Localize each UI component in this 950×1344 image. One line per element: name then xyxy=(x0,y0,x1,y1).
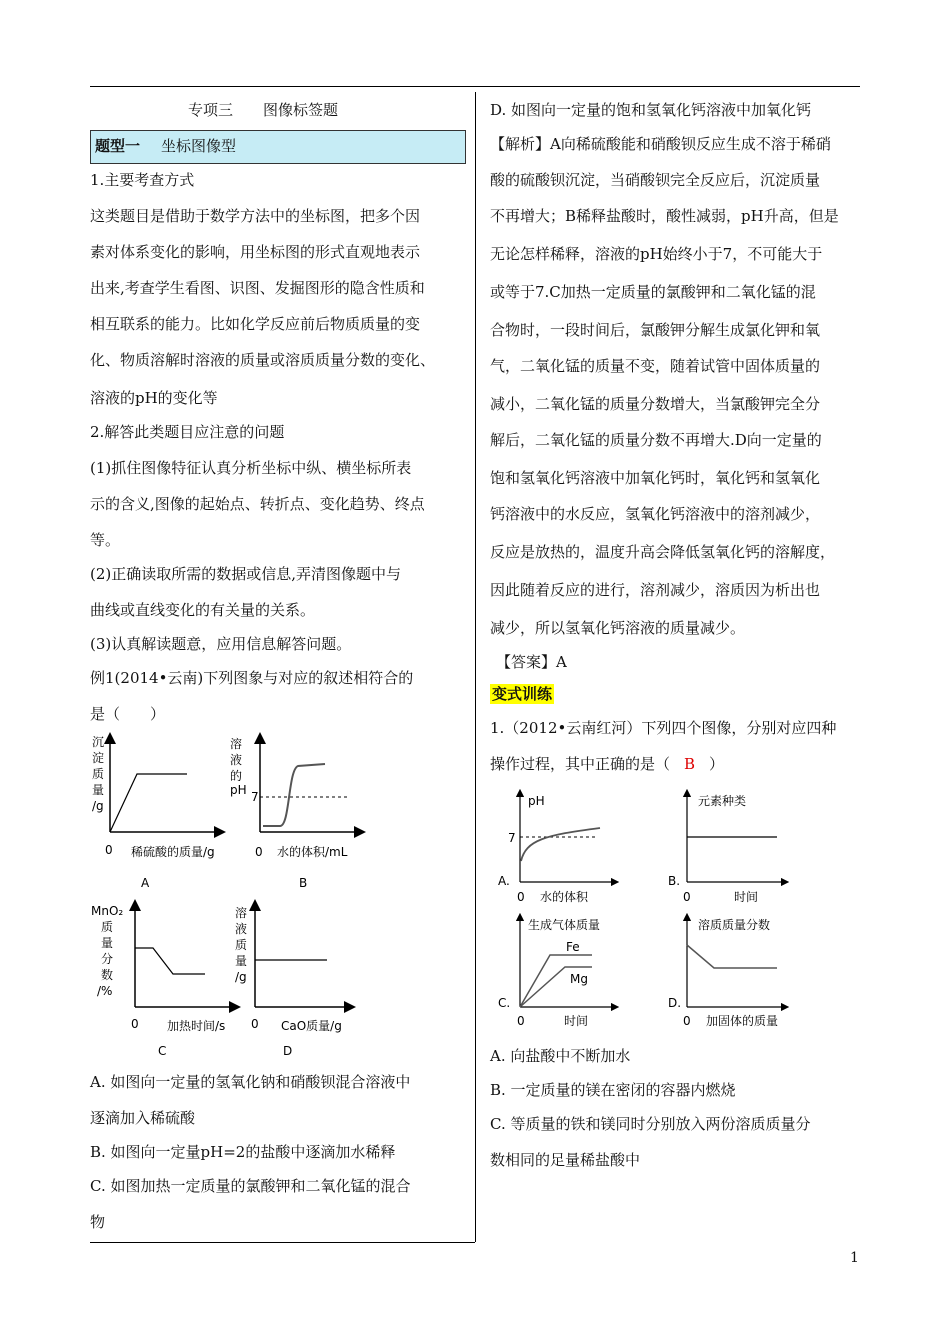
left-line: 溶液的pH的变化等 xyxy=(90,389,218,407)
question-line: 1.（2012•云南红河）下列四个图像，分别对应四种 xyxy=(490,719,837,737)
graph-b-ylabel: 溶 xyxy=(230,737,243,751)
graph-c-ylabel: 质 xyxy=(101,920,114,934)
graph-c-ylabel: 量 xyxy=(101,936,114,950)
right-line: 减小，二氧化锰的质量分数增大，当氯酸钾完全分 xyxy=(490,395,821,413)
right-line: 【解析】A向稀硫酸能和硝酸钡反应生成不溶于稀硝 xyxy=(490,135,831,153)
right-line: 反应是放热的，温度升高会降低氢氧化钙的溶解度， xyxy=(490,543,836,561)
option-line: B. 如图向一定量pH=2的盐酸中逐滴加水稀释 xyxy=(90,1143,396,1161)
graph-a-ylabel: 量 xyxy=(92,783,105,797)
left-line: 2.解答此类题目应注意的问题 xyxy=(90,423,285,441)
right-line: 或等于7.C加热一定质量的氯酸钾和二氧化锰的混 xyxy=(490,283,816,301)
option-line: 逐滴加入稀硫酸 xyxy=(90,1109,196,1127)
question-line xyxy=(490,754,724,774)
practice-graph-d-xlabel: 加固体的质量 xyxy=(706,1014,779,1028)
right-line: 酸的硫酸钡沉淀，当硝酸钡完全反应后，沉淀质量 xyxy=(490,171,821,189)
right-line: 减少，所以氢氧化钙溶液的质量减少。 xyxy=(490,619,746,637)
graph-b xyxy=(230,736,360,890)
graph-c-curve xyxy=(135,948,205,974)
graph-a-ylabel: 质 xyxy=(92,767,105,781)
practice-graph-c-origin: 0 xyxy=(517,1014,525,1028)
graph-a-ylabel: 淀 xyxy=(92,751,105,765)
right-line: D. 如图向一定量的饱和氢氧化钙溶液中加氧化钙 xyxy=(490,101,812,119)
graph-a-caption: A xyxy=(141,876,150,890)
graph-d-origin: 0 xyxy=(251,1017,259,1031)
footer-rule xyxy=(90,1242,475,1243)
practice-graph-b xyxy=(668,793,785,904)
page-title: 专项三 图像标签题 xyxy=(188,101,339,119)
left-line: 相互联系的能力。比如化学反应前后物质质量的变 xyxy=(90,315,421,333)
right-line: 因此随着反应的进行，溶剂减少，溶质因为析出也 xyxy=(490,581,821,599)
practice-graph-a xyxy=(498,793,615,904)
left-line: 这类题目是借助于数学方法中的坐标图，把多个因 xyxy=(90,207,421,225)
right-line: 气，二氧化锰的质量不变，随着试管中固体质量的 xyxy=(490,357,821,375)
right-line: 不再增大；B稀释盐酸时，酸性减弱，pH升高，但是 xyxy=(490,207,839,225)
graph-b-caption: B xyxy=(299,876,308,890)
left-line: 示的含义,图像的起始点、转折点、变化趋势、终点 xyxy=(90,495,425,513)
section-name: 坐标图像型 xyxy=(161,137,237,155)
practice-graph-c-series-mg: Mg xyxy=(570,972,588,986)
practice-heading: 变式训练 xyxy=(492,685,553,703)
option-line: 数相同的足量稀盐酸中 xyxy=(490,1151,641,1169)
graph-a-xlabel: 稀硫酸的质量/g xyxy=(131,845,215,859)
column-divider xyxy=(475,92,476,1242)
header-rule xyxy=(90,86,860,87)
graph-b-ylabel: 液 xyxy=(230,753,243,767)
left-line: 例1(2014•云南)下列图象与对应的叙述相符合的 xyxy=(90,669,414,687)
section-banner xyxy=(90,130,466,164)
answer-mark: B xyxy=(684,755,696,773)
practice-graph-d-origin: 0 xyxy=(683,1014,691,1028)
practice-graph-b-origin: 0 xyxy=(683,890,691,904)
left-line: 等。 xyxy=(90,531,121,549)
graph-b-ylabel: pH xyxy=(230,783,247,797)
left-line: 出来,考查学生看图、识图、发掘图形的隐含性质和 xyxy=(90,279,425,297)
right-line: 合物时，一段时间后，氯酸钾分解生成氯化钾和氧 xyxy=(490,321,821,339)
practice-graph-b-xlabel: 时间 xyxy=(734,890,759,904)
graph-c xyxy=(91,904,235,1058)
graph-d-ylabel: 溶 xyxy=(235,906,248,920)
answer-line: 【答案】A xyxy=(496,653,567,671)
graph-b-tick: 7 xyxy=(251,790,259,804)
left-line: (1)抓住图像特征认真分析坐标中纵、横坐标所表 xyxy=(90,459,412,477)
graph-c-ylabel: MnO₂ xyxy=(91,904,124,918)
page-number: 1 xyxy=(850,1250,859,1266)
left-line: (3)认真解读题意，应用信息解答问题。 xyxy=(90,635,352,653)
practice-graph-c-xlabel: 时间 xyxy=(564,1014,589,1028)
option-line: C. 如图加热一定质量的氯酸钾和二氧化锰的混合 xyxy=(90,1177,411,1195)
graph-c-xlabel: 加热时间/s xyxy=(167,1019,226,1033)
practice-graph-a-caption: A. xyxy=(498,874,510,888)
question-text: 操作过程，其中正确的是（ xyxy=(490,755,671,773)
graph-d-xlabel: CaO质量/g xyxy=(281,1019,342,1033)
graph-b-xlabel: 水的体积/mL xyxy=(277,845,348,859)
practice-graph-c-series-fe: Fe xyxy=(566,940,580,954)
right-line: 无论怎样稀释，溶液的pH始终小于7，不可能大于 xyxy=(490,245,823,263)
right-line: 解后，二氧化锰的质量分数不再增大.D向一定量的 xyxy=(490,431,822,449)
graph-d-ylabel: 液 xyxy=(235,922,248,936)
graph-b-origin: 0 xyxy=(255,845,263,859)
option-line: B. 一定质量的镁在密闭的容器内燃烧 xyxy=(490,1081,736,1099)
left-line: 化、物质溶解时溶液的质量或溶质质量分数的变化、 xyxy=(90,351,436,369)
question-paren: ） xyxy=(709,755,725,773)
left-line: 1.主要考查方式 xyxy=(90,171,195,189)
practice-graph-b-caption: B. xyxy=(668,874,681,888)
graph-a-origin: 0 xyxy=(105,843,113,857)
option-line: C. 等质量的铁和镁同时分别放入两份溶质质量分 xyxy=(490,1115,811,1133)
graph-d-ylabel: /g xyxy=(235,970,247,984)
graph-b-ylabel: 的 xyxy=(230,769,243,783)
left-line: 是（ ） xyxy=(90,705,166,723)
graph-a-ylabel: 沉 xyxy=(92,735,105,749)
graph-a-ylabel: /g xyxy=(92,799,104,813)
graph-d-caption: D xyxy=(283,1044,293,1058)
graph-c-origin: 0 xyxy=(131,1017,139,1031)
practice-graph-a-tick: 7 xyxy=(508,831,516,845)
option-line: A. 向盐酸中不断加水 xyxy=(490,1047,631,1065)
left-line: (2)正确读取所需的数据或信息,弄清图像题中与 xyxy=(90,565,402,583)
practice-graph-a-xlabel: 水的体积 xyxy=(540,890,589,904)
graph-a xyxy=(92,735,220,890)
example-graphs xyxy=(85,730,470,1100)
option-line: A. 如图向一定量的氢氧化钠和硝酸钡混合溶液中 xyxy=(90,1073,411,1091)
graph-d-ylabel: 量 xyxy=(235,954,248,968)
graph-c-ylabel: 分 xyxy=(101,952,114,966)
graph-c-caption: C xyxy=(158,1044,167,1058)
graph-a-curve xyxy=(110,774,187,832)
practice-graphs xyxy=(490,785,830,1035)
right-line: 钙溶液中的水反应，氢氧化钙溶液中的溶剂减少， xyxy=(490,505,821,523)
graph-c-ylabel: /% xyxy=(97,984,113,998)
left-line: 素对体系变化的影响，用坐标图的形式直观地表示 xyxy=(90,243,421,261)
graph-d xyxy=(235,905,350,1058)
practice-graph-a-curve xyxy=(521,828,600,861)
practice-graph-c-caption: C. xyxy=(498,996,511,1010)
right-line: 饱和氢氧化钙溶液中加氧化钙时，氧化钙和氢氧化 xyxy=(490,469,821,487)
practice-graph-b-ylabel: 元素种类 xyxy=(698,794,747,808)
practice-graph-c xyxy=(498,917,615,1028)
practice-graph-c-ylabel: 生成气体质量 xyxy=(528,918,601,932)
graph-c-ylabel: 数 xyxy=(101,968,114,982)
section-label: 题型一 xyxy=(95,137,141,155)
graph-b-curve xyxy=(263,764,325,826)
graph-d-ylabel: 质 xyxy=(235,938,248,952)
practice-graph-a-ylabel: pH xyxy=(528,794,545,808)
practice-graph-d-ylabel: 溶质质量分数 xyxy=(698,918,771,932)
practice-graph-a-origin: 0 xyxy=(517,890,525,904)
practice-graph-d-caption: D. xyxy=(668,996,682,1010)
left-line: 曲线或直线变化的有关量的关系。 xyxy=(90,601,316,619)
practice-graph-d-curve xyxy=(687,945,777,968)
practice-graph-d xyxy=(668,917,785,1028)
option-line: 物 xyxy=(90,1213,106,1231)
